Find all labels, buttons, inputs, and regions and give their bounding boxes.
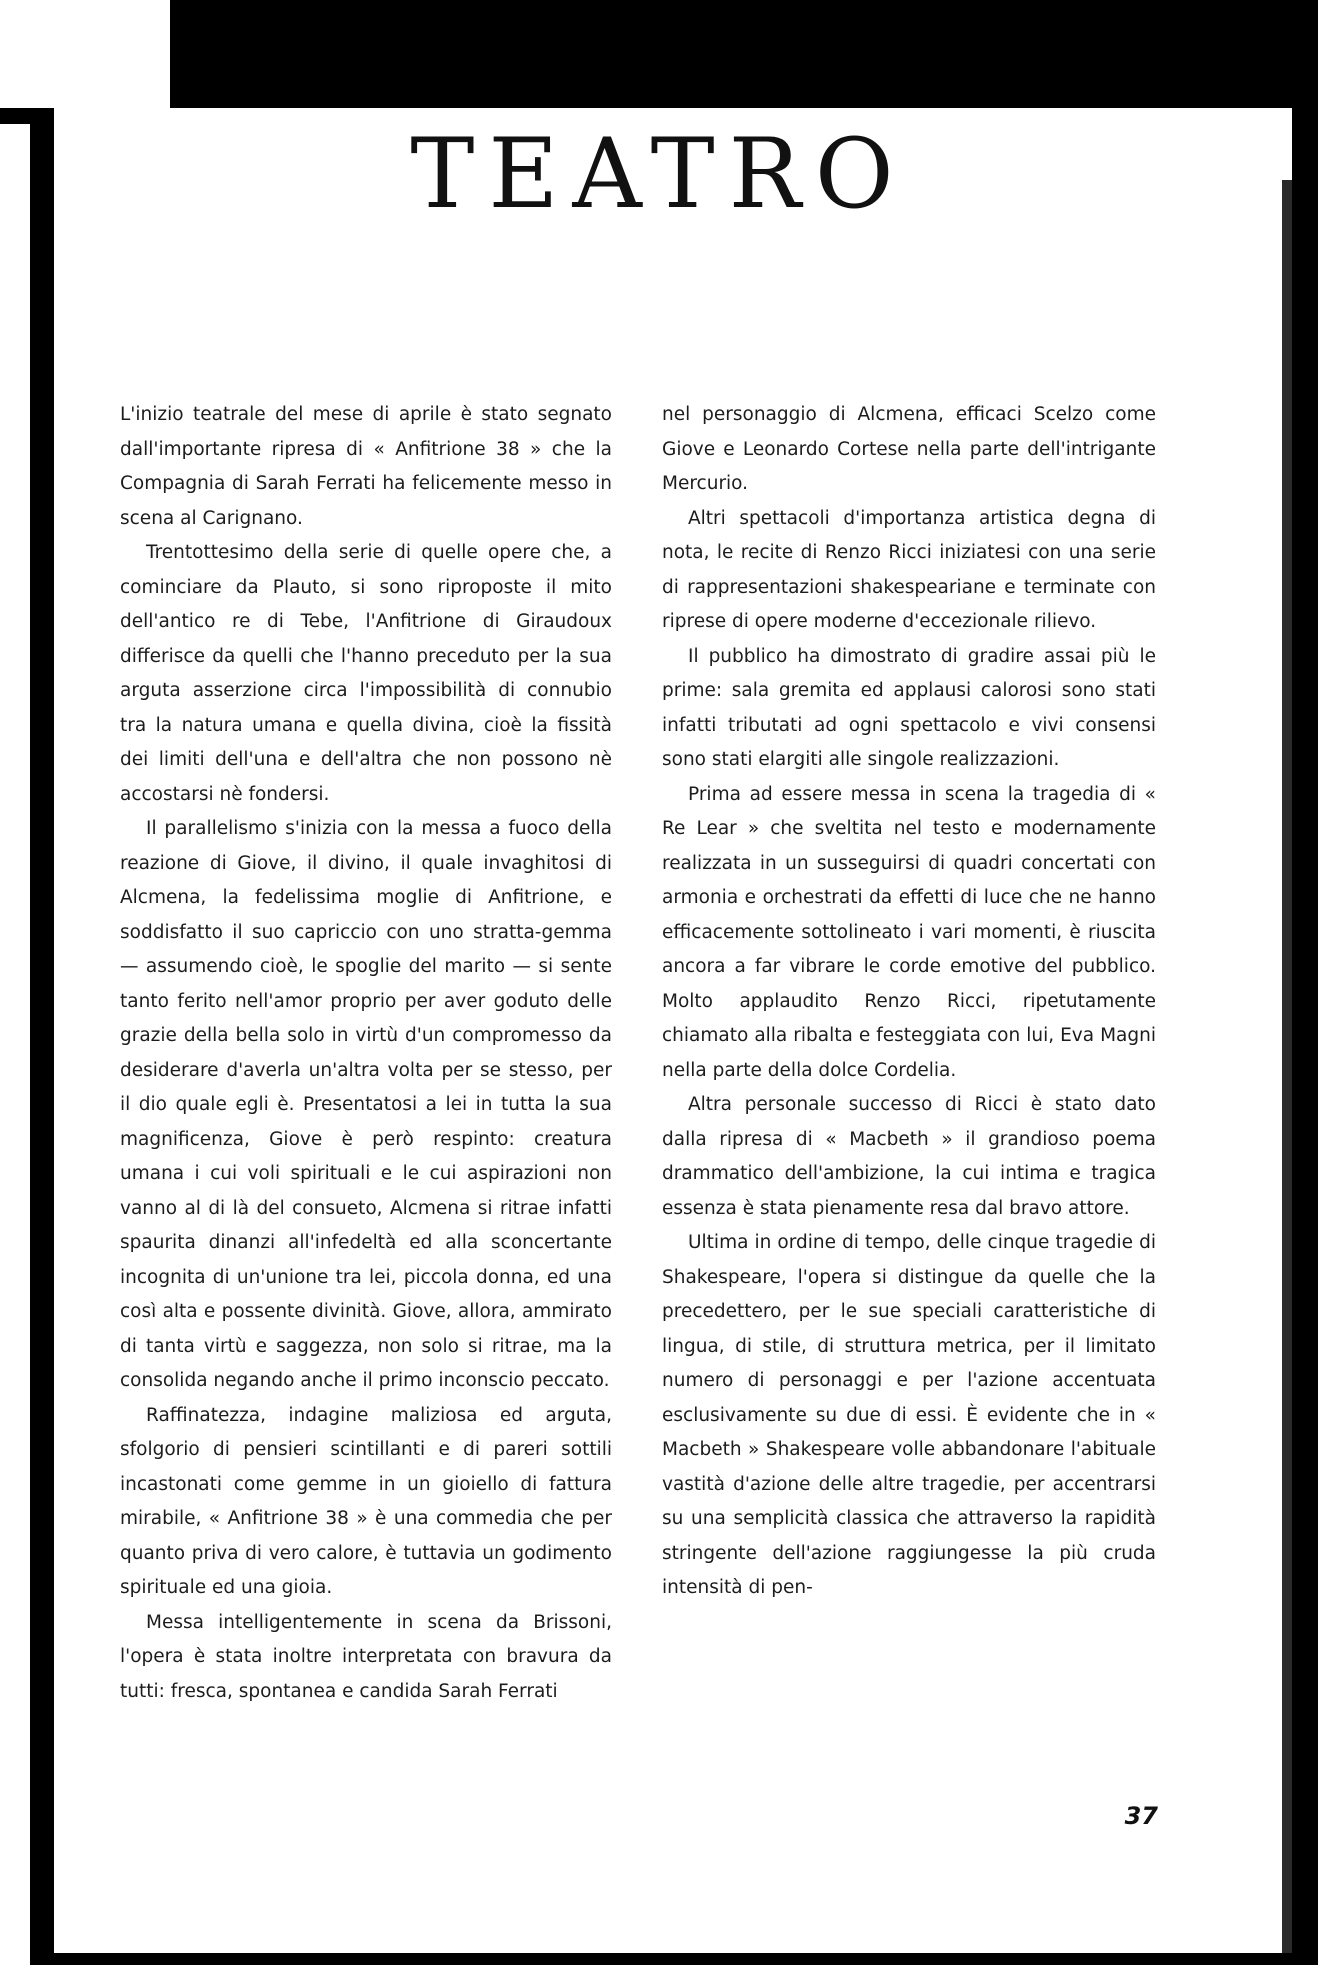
paragraph: Prima ad essere messa in scena la tragedia di « Re Lear » che sveltita nel testo e modernamente realizzata in un susseguirsi di quadri concertati con armonia e orchestrati da effetti di luce che ne hanno efficacemente sottolineato i vari momenti, è riuscita ancora a far vibrare le corde emotive del pubblico. Molto applaudito Renzo Ricci, ripetutamente chiamato alla ribalta e festeggiata con lui, Eva Magni nella parte della dolce Cordelia. <box>662 783 1156 1081</box>
paragraph: Altri spettacoli d'importanza artistica degna di nota, le recite di Renzo Ricci iniziatesi con una serie di rappresentazioni shakespeariane e terminate con riprese di opere moderne d'eccezionale rilievo. <box>662 507 1156 632</box>
paragraph: Trentottesimo della serie di quelle opere che, a cominciare da Plauto, si sono riproposte il mito dell'antico re di Tebe, l'Anfitrione di Giraudoux differisce da quelli che l'hanno preceduto per la sua arguta asserzione circa l'impossibilità di connubio tra la natura umana e quella divina, cioè la fissità dei limiti dell'una e dell'altra che non possono nè accostarsi nè fondersi. <box>120 542 612 805</box>
page-number: 37 <box>1124 1802 1158 1830</box>
left-border <box>30 108 54 1965</box>
page-title: TEATRO <box>410 118 908 230</box>
paragraph: Il parallelismo s'inizia con la messa a fuoco della reazione di Giove, il divino, il quale invaghitosi di Alcmena, la fedelissima moglie di Anfitrione, e soddisfatto il suo capriccio con uno stratta-gemma — assumendo cioè, le spoglie del marito — si sente tanto ferito nell'amor proprio per aver goduto delle grazie della bella solo in virtù d'un compromesso da desiderare d'averla un'altra volta per se stesso, per il dio quale egli è. Presentatosi a lei in tutta la sua magnificenza, Giove è però respinto: creatura umana i cui voli spirituali e le cui aspirazioni non vanno al di là del consueto, Alcmena si ritrae infatti spaurita dinanzi all'infedeltà ed alla sconcertante incognita di un'unione tra lei, piccola donna, ed una così alta e possente divinità. Giove, allora, ammirato di tanta virtù e saggezza, non solo si ritrae, ma la consolida negando anche il primo inconscio peccato. <box>120 818 612 1391</box>
paragraph: L'inizio teatrale del mese di aprile è stato segnato dall'importante ripresa di « Anfitrione 38 » che la Compagnia di Sarah Ferrati ha felicemente messo in scena al Carignano. <box>120 404 612 529</box>
article-column-right <box>662 398 1156 1606</box>
paragraph: nel personaggio di Alcmena, efficaci Scelzo come Giove e Leonardo Cortese nella parte dell'intrigante Mercurio. <box>662 404 1156 494</box>
article-column-left <box>120 398 612 1709</box>
paragraph: Il pubblico ha dimostrato di gradire assai più le prime: sala gremita ed applausi calorosi sono stati infatti tributati ad ogni spettacolo e vivi consensi sono stati elargiti alle singole realizzazioni. <box>662 645 1156 770</box>
paragraph: Messa intelligentemente in scena da Brissoni, l'opera è stata inoltre interpretata con bravura da tutti: fresca, spontanea e candida Sarah Ferrati <box>120 1611 612 1702</box>
top-border <box>170 0 1318 108</box>
paragraph: Raffinatezza, indagine maliziosa ed arguta, sfolgorio di pensieri scintillanti e di pareri sottili incastonati come gemme in un gioiello di fattura mirabile, « Anfitrione 38 » è una commedia che per quanto priva di vero calore, è tuttavia un godimento spirituale ed una gioia. <box>120 1404 612 1598</box>
paragraph: Altra personale successo di Ricci è stato dato dalla ripresa di « Macbeth » il grandioso poema drammatico dell'ambizione, la cui intima e tragica essenza è stata pienamente resa dal bravo attore. <box>662 1094 1156 1219</box>
bottom-border <box>30 1953 1318 1965</box>
right-border <box>1292 108 1318 1965</box>
paragraph: Ultima in ordine di tempo, delle cinque tragedie di Shakespeare, l'opera si distingue da quelle che la precedettero, per le sue speciali caratteristiche di lingua, di stile, di struttura metrica, per il limitato numero di personaggi e per l'azione accentuata esclusivamente su due di essi. È evidente che in « Macbeth » Shakespeare volle abbandonare l'abituale vastità d'azione delle altre tragedie, per accentrarsi su una semplicità classica che attraverso la rapidità stringente dell'azione raggiungesse la più cruda intensità di pen- <box>662 1232 1156 1598</box>
right-border-shadow <box>1282 180 1292 1960</box>
